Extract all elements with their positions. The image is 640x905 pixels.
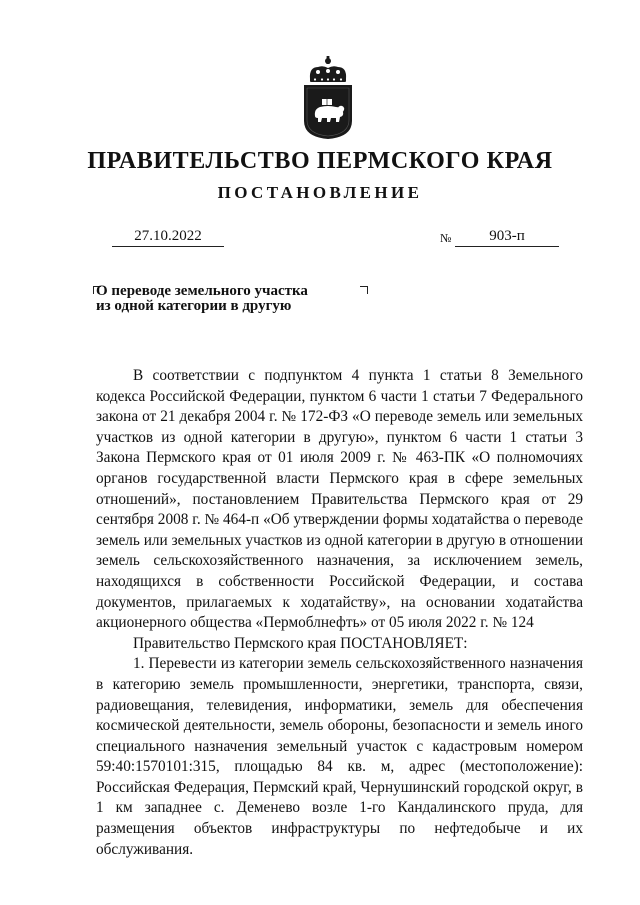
coat-of-arms-emblem <box>298 55 358 140</box>
subject-line-2: из одной категории в другую <box>96 298 292 314</box>
document-subject <box>96 284 308 314</box>
document-date: 27.10.2022 <box>112 226 224 247</box>
government-title: ПРАВИТЕЛЬСТВО ПЕРМСКОГО КРАЯ <box>87 148 553 174</box>
preamble-paragraph: В соответствии с подпунктом 4 пункта 1 статьи 8 Земельного кодекса Российской Федерации, пунктом 6 части 1 статьи 7 Федерального закона от 21 декабря 2004 г. № 172-ФЗ «О переводе земель или земельных участков из одной категории в другую», пунктом 6 части 1 статьи 3 Закона Пермского края от 01 июля 2009 г. № 463-ПК «О полномочиях органов государственной власти Пермского края в сфере земельных отношений», постановлением Правительства Пермского края от 29 сентября 2008 г. № 464-п «Об утверждении формы ходатайства о переводе земель или земельных участков из одной категории в другую в отношении земель сельскохозяйственного назначения, за исключением земель, находящихся в собственности Российской Федерации, и состава документов, прилагаемых к ходатайству», на основании ходатайства акционерного общества «Пермоблнефть» от 05 июля 2022 г. № 124 <box>96 367 583 632</box>
document-type: ПОСТАНОВЛЕНИЕ <box>217 183 423 202</box>
resolution-statement: Правительство Пермского края ПОСТАНОВЛЯЕТ: <box>133 634 468 652</box>
document-body <box>96 366 583 860</box>
subject-bracket-right <box>360 286 368 294</box>
subject-line-1: О переводе земельного участка <box>96 283 308 299</box>
crown-icon <box>310 56 346 82</box>
number-sign: № <box>440 231 452 245</box>
document-number: 903-п <box>455 226 559 247</box>
clause-1-paragraph: 1. Перевести из категории земель сельскохозяйственного назначения в категорию земель промышленности, энергетики, транспорта, связи, радиовещания, телевидения, информатики, земель для обеспечения космической деятельности, земель обороны, безопасности и земель иного специального назначения земельный участок с кадастровым номером 59:40:1570101:315, площадью 84 кв. м, адрес (местоположение): Российская Федерация, Пермский край, Чернушинский городской округ, в 1 км западнее с. Деменево возле 1-го Кандалинского пруда, для размещения объектов инфраструктуры по нефтедобыче и их обслуживания. <box>96 655 583 858</box>
